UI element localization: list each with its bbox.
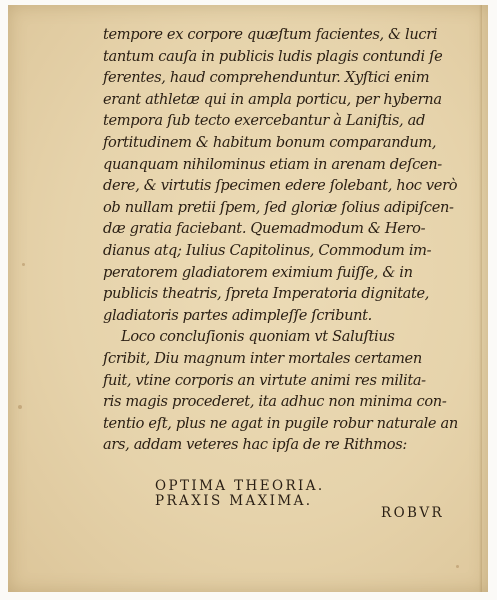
text-line: peratorem gladiatorem eximium fuiſſe, & in [103, 263, 413, 281]
text-line: dæ gratia faciebant. Quemadmodum & Hero- [103, 220, 426, 238]
text-line: publicis theatris, ſpreta Imperatoria dignitate, [103, 285, 430, 303]
text-line: ris magis procederet, ita adhuc non minima con- [103, 393, 447, 411]
text-line: tempore ex corpore quæſtum facientes, & lucri [103, 26, 438, 43]
verse-line-praxis: PRAXIS MAXIMA. [155, 493, 313, 509]
text-line: erant athletæ qui in ampla porticu, per hyberna [103, 90, 442, 108]
text-line: fuit, vtine corporis an virtute animi res milita- [103, 371, 426, 389]
text-line: dere, & virtutis ſpecimen edere ſolebant, hoc verò [103, 177, 458, 195]
text-line: dianus atq; Iulius Capitolinus, Commodum im- [103, 241, 432, 259]
page-edge-shadow [479, 5, 482, 592]
catchword: ROBVR [381, 505, 445, 521]
text-line: ob nullam pretii ſpem, ſed gloriæ ſolius adipiſcen- [103, 198, 454, 216]
foxing-spot [18, 405, 22, 409]
foxing-spot [22, 263, 25, 266]
text-line: gladiatoris partes adimpleſſe ſcribunt. [103, 306, 372, 324]
text-line: ferentes, haud comprehenduntur. Xyſtici enim [103, 69, 430, 87]
text-line: ſcribit, Diu magnum inter mortales certamen [103, 349, 422, 367]
text-line: tentio eſt, plus ne agat in pugile robur naturale an [103, 414, 458, 432]
foxing-spot [456, 565, 459, 568]
verse-line-optima: OPTIMA THEORIA. [155, 478, 325, 494]
text-line: fortitudinem & habitum bonum comparandum, [103, 133, 437, 151]
text-line: tempora ſub tecto exercebantur à Laniſtis, ad [103, 112, 425, 130]
text-line: tantum cauſa in publicis ludis plagis contundi ſe [103, 47, 443, 65]
text-line: Loco concluſionis quoniam vt Saluſtius [121, 328, 395, 346]
text-line: ars, addam veteres hac ipſa de re Rithmos: [103, 436, 407, 454]
main-text [103, 24, 463, 456]
text-line: quanquam nihilominus etiam in arenam deſcen- [103, 155, 442, 173]
